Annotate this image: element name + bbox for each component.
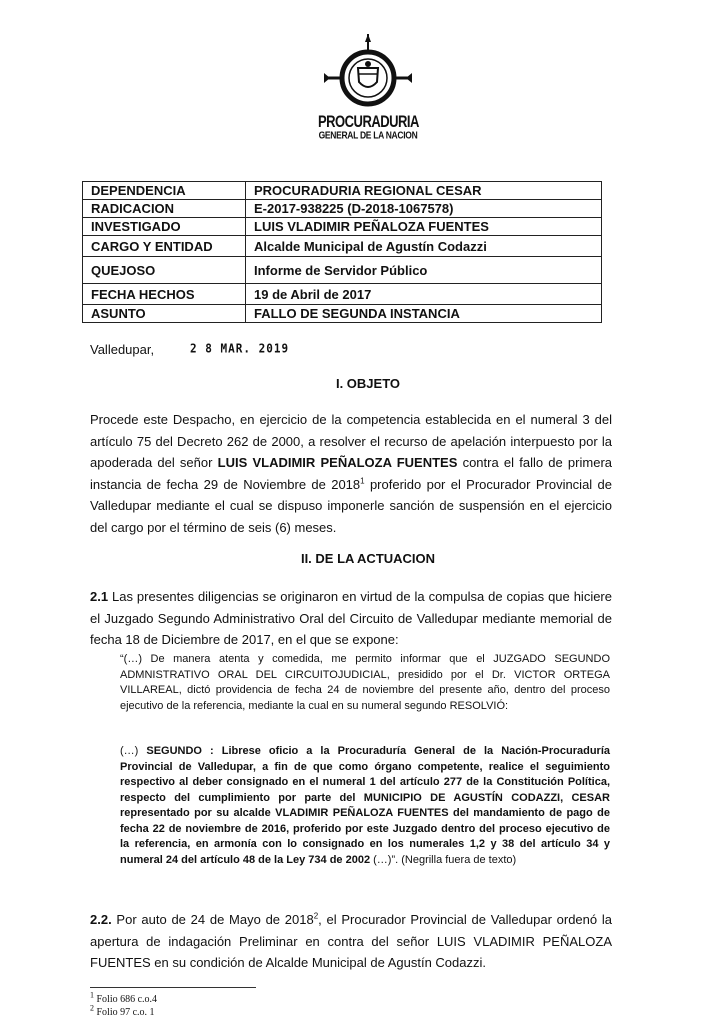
- fecha-hechos-value: 19 de Abril de 2017: [246, 284, 602, 305]
- table-row: [83, 182, 602, 200]
- case-header-table: [82, 181, 602, 323]
- quote-block-1: “(…) De manera atenta y comedida, me permito informar que el JUZGADO SEGUNDO ADMNISTRATIVO ORAL DEL CIRCUITOJUDICIAL, presidido por el Dr. VICTOR ORTEGA VILLAREAL, dictó providencia de fecha 24 de noviembre del presente año, dentro del proceso ejecutivo de la referencia, mediante la cual en su numeral segundo RESOLVIÓ:: [120, 653, 610, 712]
- actuacion-paragraph-2-1: [90, 586, 612, 651]
- radicacion-value: E-2017-938225 (D-2018-1067578): [246, 200, 602, 218]
- radicacion-label: RADICACION: [83, 200, 246, 218]
- table-row: [83, 257, 602, 284]
- quote-lead: (…): [120, 745, 147, 757]
- paragraph-number: 2.2.: [90, 912, 112, 927]
- footnote-divider: [90, 987, 256, 988]
- objeto-text-c: proferido por el Procurador Provincial de Valledupar mediante el cual se dispuso imponerle sanción de suspensión en el ejercicio del cargo por el término de seis (6) meses.: [90, 476, 612, 535]
- asunto-value: FALLO DE SEGUNDA INSTANCIA: [246, 305, 602, 323]
- table-row: [83, 236, 602, 257]
- footnote-2: [90, 1003, 155, 1018]
- paragraph-text-b: , el Procurador Provincial de Valledupar ordenó la apertura de indagación Preliminar en contra del señor LUIS VLADIMIR PEÑALOZA FUENTES en su condición de Alcalde Municipal de Agustín Codazzi.: [90, 912, 612, 970]
- quejoso-label: QUEJOSO: [83, 257, 246, 284]
- date-stamp: 2 8 MAR. 2019: [190, 341, 290, 356]
- fecha-hechos-label: FECHA HECHOS: [83, 284, 246, 305]
- logo-title: PROCURADURIA: [318, 112, 419, 131]
- quote-block-2: [120, 744, 610, 868]
- cargo-value: Alcalde Municipal de Agustín Codazzi: [246, 236, 602, 257]
- quejoso-value: Informe de Servidor Público: [246, 257, 602, 284]
- objeto-text-a: Procede este Despacho, en ejercicio de la competencia establecida en el numeral 3 del artículo 75 del Decreto 262 de 2000, a resolver el recurso de apelación interpuesto por la apoderada del señor: [90, 412, 612, 470]
- footnote-ref-1: 1: [360, 476, 365, 486]
- dependencia-value: PROCURADURIA REGIONAL CESAR: [246, 182, 602, 200]
- logo-subtitle: GENERAL DE LA NACION: [318, 129, 418, 141]
- footnote-number: 2: [90, 1003, 94, 1013]
- investigado-value: LUIS VLADIMIR PEÑALOZA FUENTES: [246, 218, 602, 236]
- quote-bold-text: SEGUNDO : Librese oficio a la Procuraduría General de la Nación-Procuraduría Provincial de Valledupar, a fin de que como órgano competente, realice el seguimiento respectivo al deber consignado en el numeral 1 del artículo 277 de la Constitución Política, respecto del cumplimiento por parte del MUNICIPIO DE AGUSTÍN CODAZZI, CESAR representado por su alcalde VLADIMIR PEÑALOZA FUENTES del mandamiento de pago de fecha 22 de noviembre de 2016, proferido por este Juzgado dentro del proceso ejecutivo de la referencia, en armonía con lo consignado en los numerales 1,2 y 38 del artículo 34 y numeral 24 del artículo 48 de la Ley 734 de 2002: [120, 745, 610, 866]
- procuraduria-logo: [318, 34, 418, 154]
- paragraph-text: Las presentes diligencias se originaron en virtud de la compulsa de copias que hiciere el Juzgado Segundo Administrativo Oral del Circuito de Valledupar mediante memorial de fecha 18 de Diciembre de 2017, en el que se expone:: [90, 589, 612, 647]
- table-row: [83, 200, 602, 218]
- section-title-objeto: I. OBJETO: [335, 376, 401, 391]
- asunto-label: ASUNTO: [83, 305, 246, 323]
- investigado-name: LUIS VLADIMIR PEÑALOZA FUENTES: [217, 455, 458, 470]
- footnote-text: Folio 686 c.o.4: [96, 994, 158, 1005]
- table-row: [83, 218, 602, 236]
- footnote-1: [90, 990, 158, 1005]
- dependencia-label: DEPENDENCIA: [83, 182, 246, 200]
- footnote-ref-2: 2: [313, 911, 319, 921]
- actuacion-paragraph-2-2: [90, 909, 612, 974]
- objeto-paragraph: [90, 409, 612, 538]
- footnote-text: Folio 97 c.o. 1: [96, 1007, 155, 1018]
- place-text: Valledupar,: [90, 342, 155, 357]
- objeto-text-b: contra el fallo de primera instancia de fecha 29 de Noviembre de 2018: [90, 455, 612, 492]
- section-title-actuacion: II. DE LA ACTUACION: [300, 551, 436, 566]
- coat-of-arms-icon: [322, 34, 414, 112]
- investigado-label: INVESTIGADO: [83, 218, 246, 236]
- cargo-label: CARGO Y ENTIDAD: [83, 236, 246, 257]
- paragraph-text-a: Por auto de 24 de Mayo de 2018: [111, 912, 314, 927]
- quote-tail: (…)”. (Negrilla fuera de texto): [370, 853, 517, 866]
- table-row: [83, 284, 602, 305]
- table-row: [83, 305, 602, 323]
- paragraph-number: 2.1: [90, 589, 109, 604]
- footnote-number: 1: [90, 990, 94, 1000]
